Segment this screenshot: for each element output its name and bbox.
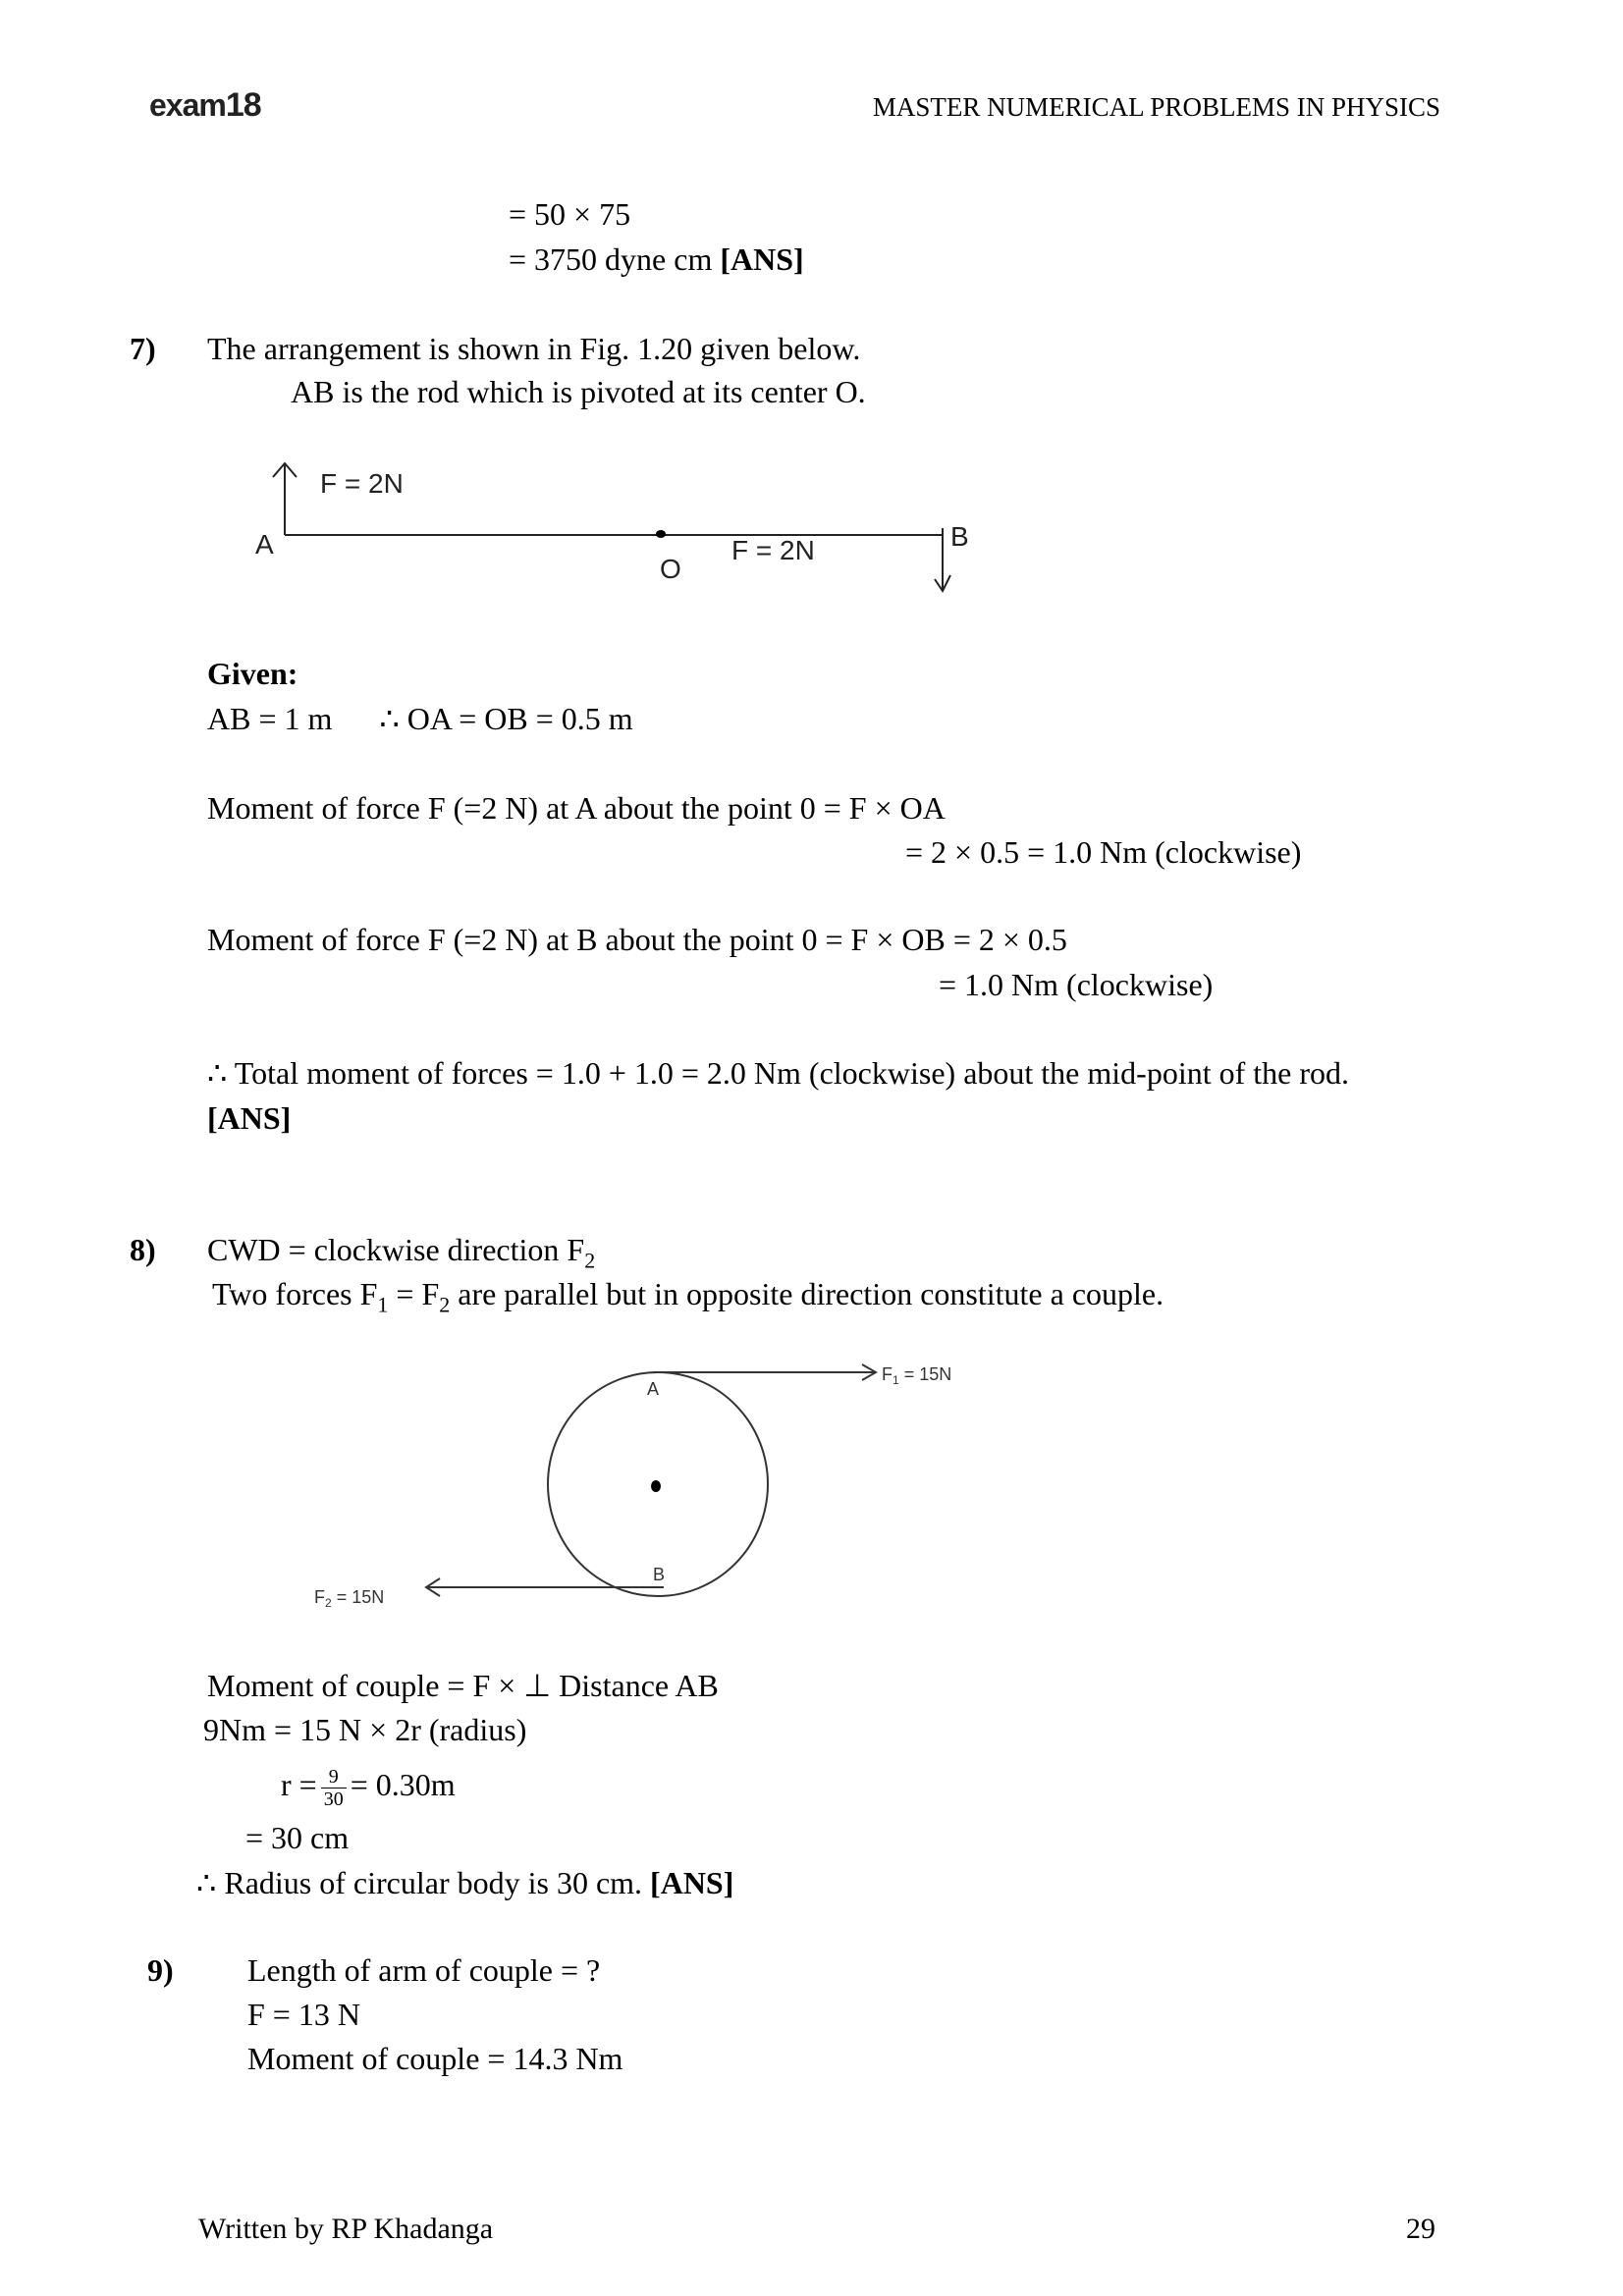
q7-ans: [ANS] [207, 1100, 292, 1136]
q8-line-1-text: CWD = clockwise direction F [207, 1232, 585, 1267]
q9-line-1: Length of arm of couple = ? [247, 1952, 601, 1988]
q7-moment-a-2: = 2 × 0.5 = 1.0 Nm (clockwise) [905, 834, 1302, 870]
center-dot [651, 1480, 661, 1492]
q8-couple-2: 9Nm = 15 N × 2r (radius) [203, 1712, 527, 1747]
q7-given-label: Given: [207, 656, 298, 691]
q7-intro-2: AB is the rod which is pivoted at its center O. [291, 374, 866, 409]
q8-line-2-c: are parallel but in opposite direction constitute a couple. [450, 1276, 1164, 1311]
prev-ans: [ANS] [720, 241, 804, 277]
q9-number: 9) [147, 1952, 174, 1988]
r-fraction [321, 1766, 347, 1810]
label-a: A [647, 1379, 660, 1399]
r-fraction-numerator: 9 [321, 1766, 347, 1789]
label-b: B [653, 1565, 666, 1584]
q9-line-2: F = 13 N [247, 1997, 360, 2032]
q8-line-2 [212, 1274, 1164, 1317]
q8-line-2-sub2: 2 [439, 1292, 451, 1317]
prev-line-2 [509, 240, 804, 279]
q7-moment-b-1: Moment of force F (=2 N) at B about the point 0 = F × OB = 2 × 0.5 [207, 922, 1067, 957]
page-number: 29 [1406, 2213, 1435, 2245]
label-o: O [660, 554, 681, 584]
q7-total: ∴ Total moment of forces = 1.0 + 1.0 = 2.0 Nm (clockwise) about the mid-point of the rod. [207, 1055, 1349, 1091]
q8-line-2-sub1: 1 [377, 1292, 389, 1317]
q7-rod-figure [236, 452, 1001, 609]
prev-line-1: = 50 × 75 [509, 196, 631, 232]
prev-line-2-text: = 3750 dyne cm [509, 241, 713, 277]
footer-author: Written by RP Khadanga [198, 2213, 494, 2245]
force-b-label: F = 2N [731, 535, 815, 565]
q7-number: 7) [130, 331, 156, 366]
q8-number: 8) [130, 1232, 156, 1267]
q8-radius-text: ∴ Radius of circular body is 30 cm. [196, 1865, 643, 1900]
page-header-title: MASTER NUMERICAL PROBLEMS IN PHYSICS [872, 92, 1440, 122]
q8-couple-1: Moment of couple = F × ⊥ Distance AB [207, 1668, 719, 1703]
q7-intro-1: The arrangement is shown in Fig. 1.20 given below. [207, 331, 861, 366]
q7-moment-a-1: Moment of force F (=2 N) at A about the point 0 = F × OA [207, 790, 946, 826]
label-a: A [255, 529, 274, 560]
r-eq-result: = 0.30m [350, 1767, 456, 1802]
q8-r-equation [281, 1757, 456, 1812]
force-f1-label: $F_1 = 15N$ [882, 1364, 952, 1387]
q7-moment-b-2: = 1.0 Nm (clockwise) [939, 967, 1214, 1002]
q8-ans: [ANS] [650, 1865, 734, 1900]
q8-line-1 [207, 1230, 596, 1273]
q8-line-2-a: Two forces F [212, 1276, 378, 1311]
label-b: B [950, 521, 969, 552]
q8-r-cm: = 30 cm [245, 1820, 350, 1855]
q8-line-1-sub: 2 [584, 1248, 596, 1273]
force-a-label: F = 2N [320, 468, 404, 499]
logo-mark: 18 [225, 86, 261, 124]
exam18-logo [149, 86, 261, 125]
q8-line-2-b: = F [388, 1276, 440, 1311]
q7-given-line: AB = 1 m ∴ OA = OB = 0.5 m [207, 701, 633, 736]
logo-word: exam [149, 87, 226, 123]
pivot-o [656, 530, 666, 538]
q8-radius [196, 1863, 733, 1902]
q9-line-3: Moment of couple = 14.3 Nm [247, 2041, 623, 2076]
r-fraction-denominator: 30 [323, 1789, 344, 1811]
r-eq-prefix: r = [281, 1767, 317, 1802]
force-f2-label: $F_2 = 15N$ [314, 1587, 385, 1610]
q8-couple-figure [304, 1355, 992, 1620]
